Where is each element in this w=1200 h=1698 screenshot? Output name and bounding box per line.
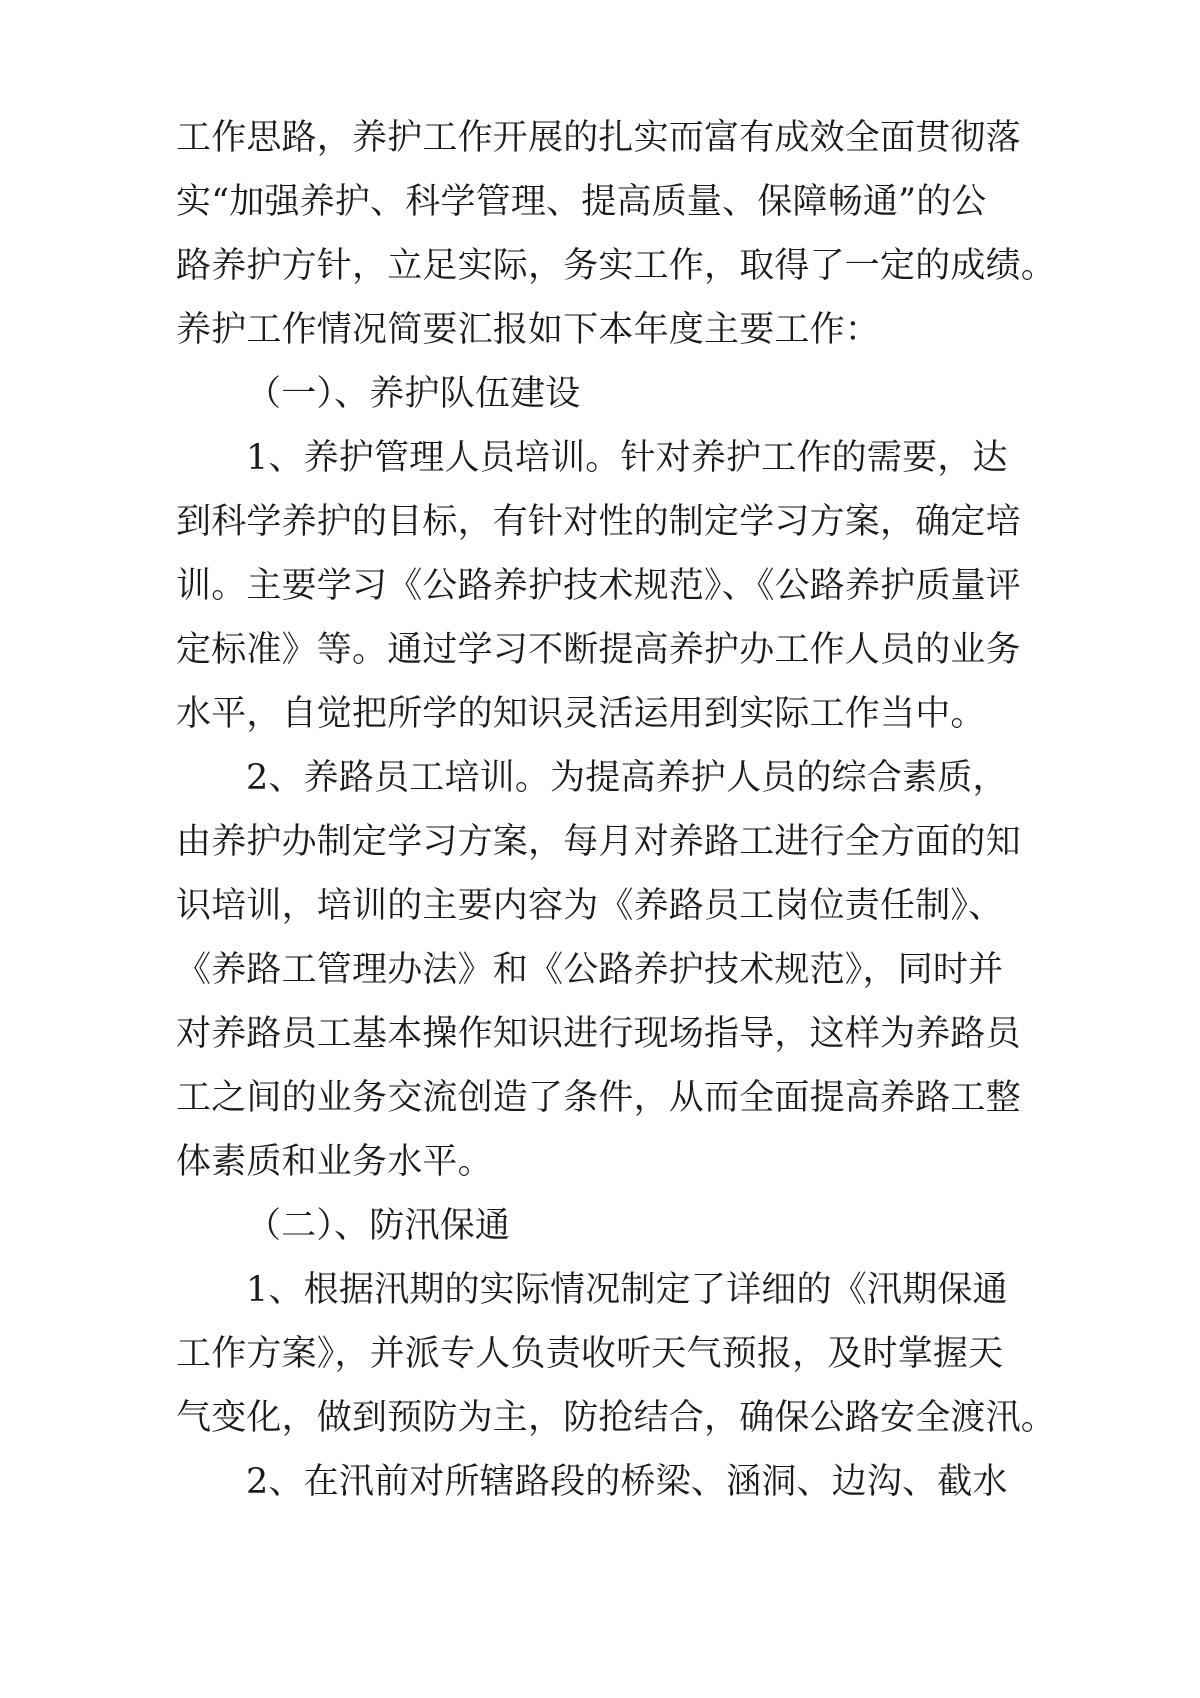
paragraph-line: 体素质和业务水平。 (176, 1142, 493, 1182)
paragraph-line: 识培训，培训的主要内容为《养路员工岗位责任制》、 (176, 886, 1004, 926)
paragraph-line: 路养护方针，立足实际，务实工作，取得了一定的成绩。 (176, 246, 1057, 286)
section-heading: （一）、养护队伍建设 (246, 374, 581, 414)
paragraph-line: 定标准》等。通过学习不断提高养护办工作人员的业务 (176, 630, 1021, 670)
paragraph-line: 养护工作情况简要汇报如下本年度主要工作： (176, 310, 881, 350)
paragraph-line: 由养护办制定学习方案，每月对养路工进行全方面的知 (176, 822, 1021, 862)
paragraph-line: 水平，自觉把所学的知识灵活运用到实际工作当中。 (176, 694, 986, 734)
paragraph-line: 到科学养护的目标，有针对性的制定学习方案，确定培 (176, 502, 1021, 542)
paragraph-line: 1、根据汛期的实际情况制定了详细的《汛期保通 (246, 1270, 1008, 1310)
paragraph-line: 实“加强养护、科学管理、提高质量、保障畅通”的公 (176, 182, 987, 222)
paragraph-line: 对养路员工基本操作知识进行现场指导，这样为养路员 (176, 1014, 1021, 1054)
paragraph-line: 《养路工管理办法》和《公路养护技术规范》，同时并 (176, 950, 1004, 990)
paragraph-line: 工作思路，养护工作开展的扎实而富有成效全面贯彻落 (176, 118, 1021, 158)
paragraph-line: 工作方案》，并派专人负责收听天气预报，及时掌握天 (176, 1334, 1004, 1374)
paragraph-line: 2、在汛前对所辖路段的桥梁、涵洞、边沟、截水 (246, 1462, 1008, 1502)
paragraph-line: 气变化，做到预防为主，防抢结合，确保公路安全渡汛。 (176, 1398, 1057, 1438)
section-heading: （二）、防汛保通 (246, 1206, 511, 1246)
paragraph-line: 1、养护管理人员培训。针对养护工作的需要，达 (246, 438, 1008, 478)
paragraph-line: 工之间的业务交流创造了条件，从而全面提高养路工整 (176, 1078, 1021, 1118)
paragraph-line: 2、养路员工培训。为提高养护人员的综合素质， (246, 758, 1008, 798)
paragraph-line: 训。主要学习《公路养护技术规范》、《公路养护质量评 (176, 566, 1022, 606)
